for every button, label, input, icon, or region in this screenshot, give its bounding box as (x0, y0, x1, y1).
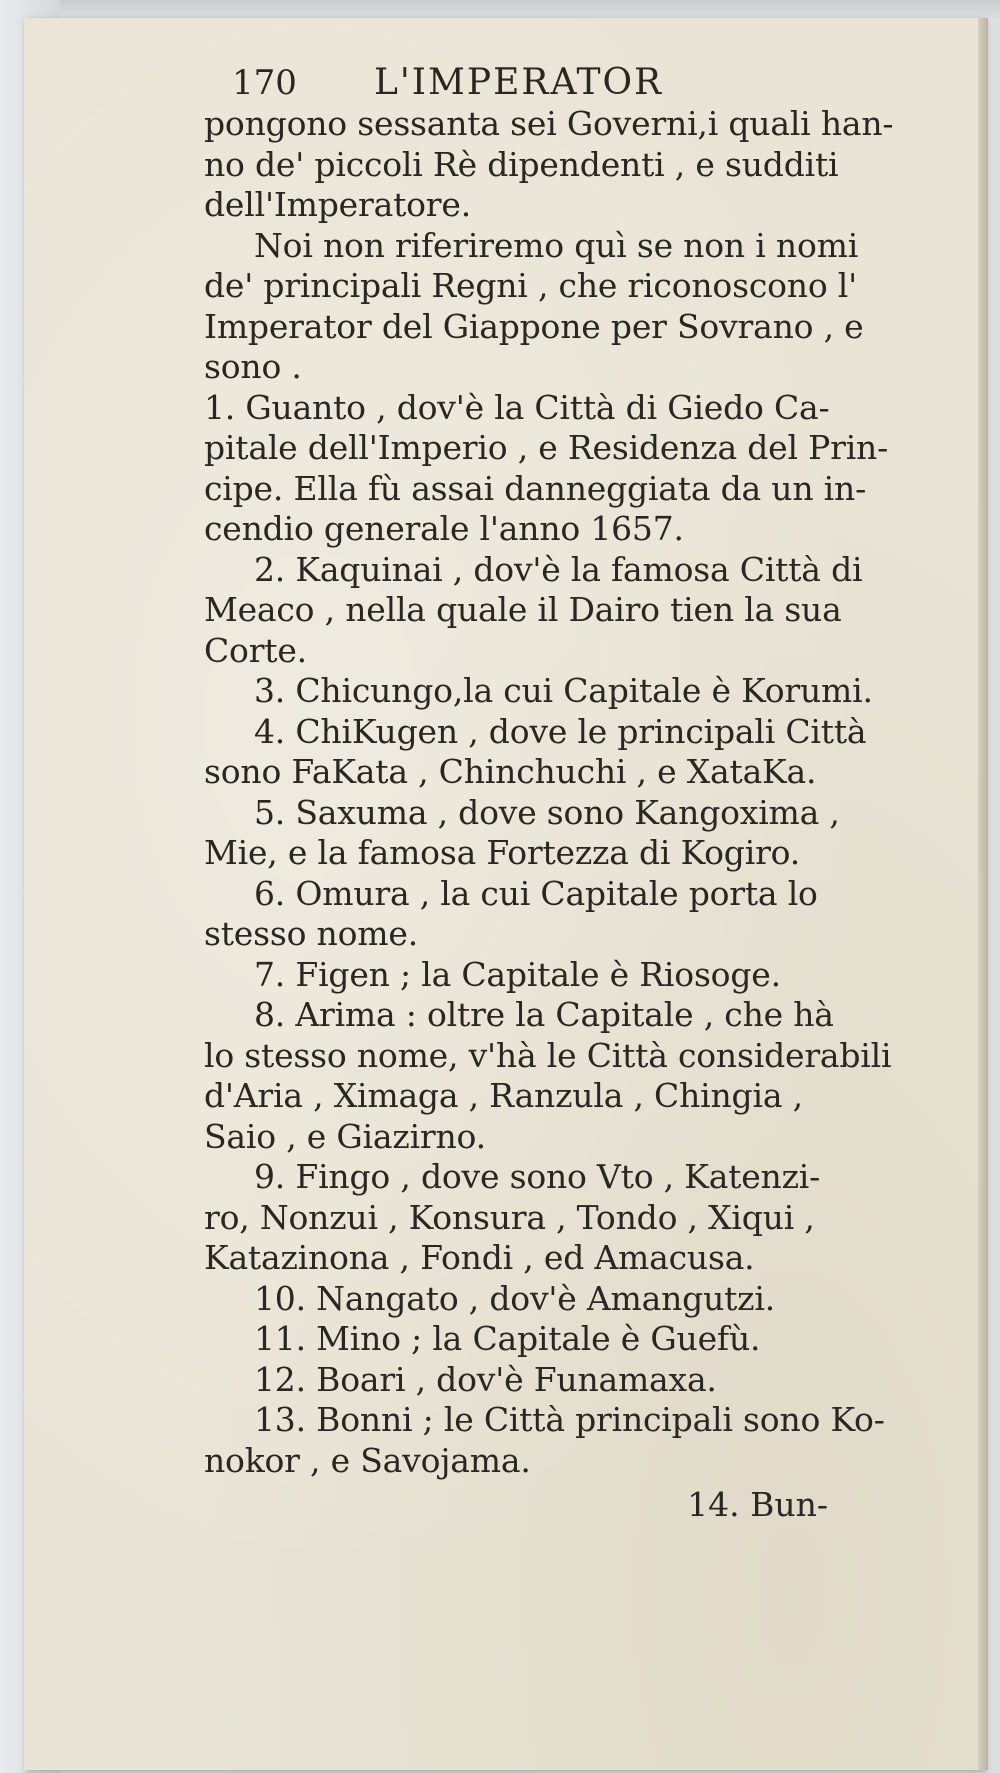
text-line: pitale dell'Imperio , e Residenza del Prin- (204, 428, 889, 467)
text-line: Meaco , nella quale il Dairo tien la sua (204, 590, 842, 629)
list-item-line: 9. Fingo , dove sono Vto , Katenzi- (254, 1157, 821, 1196)
list-item-line: 1. Guanto , dov'è la Città di Giedo Ca- (204, 387, 830, 427)
text-line: Mie, e la famosa Fortezza di Kogiro. (204, 833, 801, 872)
page-header (204, 58, 936, 104)
list-item-line: 11. Mino ; la Capitale è Guefù. (254, 1319, 761, 1358)
list-item-line: 2. Kaquinai , dov'è la famosa Città di (254, 549, 863, 589)
list-item-line: 12. Boari , dov'è Funamaxa. (254, 1359, 717, 1399)
text-line: Imperator del Giappone per Sovrano , e (204, 306, 864, 346)
text-line: Katazinona , Fondi , ed Amacusa. (204, 1238, 755, 1277)
text-line: Noi non riferiremo quì se non i nomi (254, 225, 859, 265)
list-item-line: 13. Bonni ; le Città principali sono Ko- (254, 1400, 885, 1439)
list-item-line: 3. Chicungo,la cui Capitale è Korumi. (254, 671, 873, 710)
text-line: dell'Imperatore. (204, 185, 471, 224)
list-item-line: 4. ChiKugen , dove le principali Città (254, 711, 867, 751)
text-line: pongono sessanta sei Governi,i quali han- (204, 104, 894, 143)
text-line: sono FaKata , Chinchuchi , e XataKa. (204, 752, 817, 791)
list-item-line: 6. Omura , la cui Capitale porta lo (254, 873, 818, 913)
text-line: nokor , e Savojama. (204, 1440, 531, 1480)
text-line: Corte. (204, 630, 307, 670)
page-text (204, 58, 936, 1527)
running-head: L'IMPERATOR (374, 62, 664, 103)
catchword: 14. Bun- (687, 1485, 828, 1524)
list-item-line: 8. Arima : oltre la Capitale , che hà (254, 995, 834, 1034)
list-item-line: 5. Saxuma , dove sono Kangoxima , (254, 792, 840, 832)
text-line: lo stesso nome, v'hà le Città considerabili (204, 1035, 892, 1075)
text-line: no de' piccoli Rè dipendenti , e sudditi (204, 144, 839, 184)
text-line: sono . (204, 347, 302, 386)
catchword-row (204, 1481, 936, 1527)
text-line: de' principali Regni , che riconoscono l' (204, 266, 858, 305)
page-edge (978, 18, 988, 1770)
text-line: cipe. Ella fù assai danneggiata da un in- (204, 468, 867, 508)
text-line: d'Aria , Ximaga , Ranzula , Chingia , (204, 1076, 803, 1115)
text-line: Saio , e Giazirno. (204, 1116, 486, 1156)
text-line: ro, Nonzui , Konsura , Tondo , Xiqui , (204, 1197, 815, 1237)
page-number: 170 (232, 63, 297, 103)
list-item-line: 7. Figen ; la Capitale è Riosoge. (254, 954, 781, 994)
list-item-line: 10. Nangato , dov'è Amangutzi. (254, 1278, 776, 1318)
text-line: stesso nome. (204, 914, 418, 953)
text-line: cendio generale l'anno 1657. (204, 509, 684, 548)
